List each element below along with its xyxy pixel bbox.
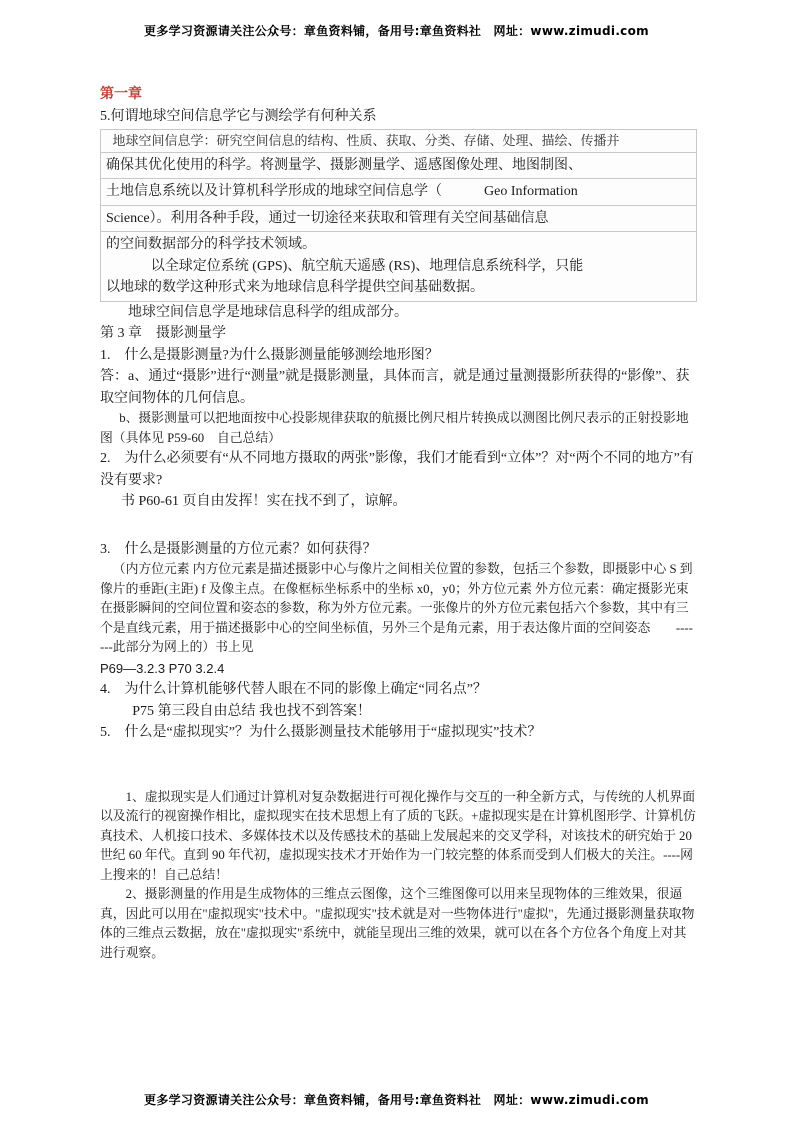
answer-4: P75 第三段自由总结 我也找不到答案！	[132, 703, 371, 719]
chapter1-heading: 第一章	[100, 87, 142, 102]
section-gap-large	[100, 744, 697, 788]
answer-box-row-2: 确保其优化使用的科学。将测量学、摄影测量学、遥感图像处理、地图制图、	[100, 152, 697, 180]
chapter3-heading: 第 3 章 摄影测量学	[100, 326, 226, 341]
question-2: 2. 为什么必须要有“从不同地方摄取的两张”影像，我们才能看到“立体”？对“两个不同的地方”有没有要求?	[100, 451, 694, 488]
answer-box	[100, 129, 697, 302]
answer-3-page-refs: P69—3.2.3 P70 3.2.4	[100, 660, 225, 676]
question-3: 3. 什么是摄影测量的方位元素？如何获得？	[100, 541, 377, 557]
question-1: 1. 什么是摄影测量?为什么摄影测量能够测绘地形图？	[100, 347, 439, 363]
answer-box-row-4: Science）。利用各种手段，通过一切途径来获取和管理有关空间基础信息	[100, 205, 697, 233]
chapter1-question-5: 5.何谓地球空间信息学它与测绘学有何种关系	[100, 109, 377, 124]
answer-3: （内方位元素 内方位元素是描述摄影中心与像片之间相关位置的参数，包括三个参数，即摄影中心 S 到像片的垂距(主距) f 及像主点。在像框标坐标系中的坐标 x0，y0；外方位元素 外方位元素：确定摄影光束在摄影瞬间的空间位置和姿态的参数，称为外方位元素。一张像片的外方位元素包括六个参数，其中有三个是直线元素，用于描述摄影中心的空间坐标值，另外三个是角元素，用于表达像片面的空间姿态 -------此部分为网上的）书上见	[100, 562, 693, 654]
vr-paragraph-2: 2、摄影测量的作用是生成物体的三维点云图像，这个三维图像可以用来呈现物体的三维效果，很逼真，因此可以用在"虚拟现实"技术中。"虚拟现实"技术就是对一些物体进行"虚拟"，先通过摄影测量获取物体的三维点云数据，放在"虚拟现实"系统中，就能呈现出三维的效果，就可以在各个方位各个角度上对其进行观察。	[100, 887, 695, 960]
answer-box-row-1: 地球空间信息学：研究空间信息的结构、性质、获取、分类、存储、处理、描绘、传播并	[100, 129, 697, 153]
answer-box-line-5c: 以地球的数学这种形式来为地球信息科学提供空间基础数据。	[106, 280, 484, 295]
header-banner: 更多学习资源请关注公众号：章鱼资料铺，备用号:章鱼资料社 网址：www.zimudi.com	[144, 24, 649, 38]
answer-2: 书 P60-61 页自由发挥！实在找不到了，谅解。	[121, 494, 407, 509]
vr-paragraph-1: 1、虚拟现实是人们通过计算机对复杂数据进行可视化操作与交互的一种全新方式，与传统的人机界面以及流行的视窗操作相比，虚拟现实在技术思想上有了质的飞跃。+虚拟现实是在计算机图形学、计算机仿真技术、人机接口技术、多媒体技术以及传感技术的基础上发展起来的交叉学科，对该技术的研究始于 20 世纪 60 年代。直到 90 年代初，虚拟现实技术才开始作为一门较完整的体系而受到人们极大的关注。----网上搜来的！自己总结！	[100, 789, 696, 882]
answer-box-row-3: 土地信息系统以及计算机科学形成的地球空间信息学（ Geo Information	[100, 178, 697, 206]
answer-box-line-5a: 的空间数据部分的科学技术领域。	[106, 237, 316, 252]
answer-1a: 答：a、通过“摄影”进行“测量”就是摄影测量，具体而言，就是通过量测摄影所获得的“影像”、获取空间物体的几何信息。	[100, 369, 690, 406]
section-gap	[100, 513, 697, 539]
answer-1b: b、摄影测量可以把地面按中心投影规律获取的航摄比例尺相片转换成以测图比例尺表示的正射投影地图（具体见 P59-60 自己总结）	[100, 411, 689, 445]
question-5: 5. 什么是“虚拟现实”？为什么摄影测量技术能够用于“虚拟现实”技术？	[100, 725, 542, 740]
conclusion-paragraph: 地球空间信息学是地球信息科学的组成部分。	[128, 304, 408, 320]
document-content	[100, 84, 697, 963]
question-4: 4. 为什么计算机能够代替人眼在不同的影像上确定“同名点”？	[100, 682, 487, 697]
footer-banner: 更多学习资源请关注公众号：章鱼资料铺，备用号:章鱼资料社 网址：www.zimudi.com	[144, 1093, 649, 1107]
answer-box-line-5b: 以全球定位系统 (GPS)、航空航天遥感 (RS)、地理信息系统科学，只能	[150, 258, 584, 274]
answer-box-row-5	[100, 231, 697, 302]
